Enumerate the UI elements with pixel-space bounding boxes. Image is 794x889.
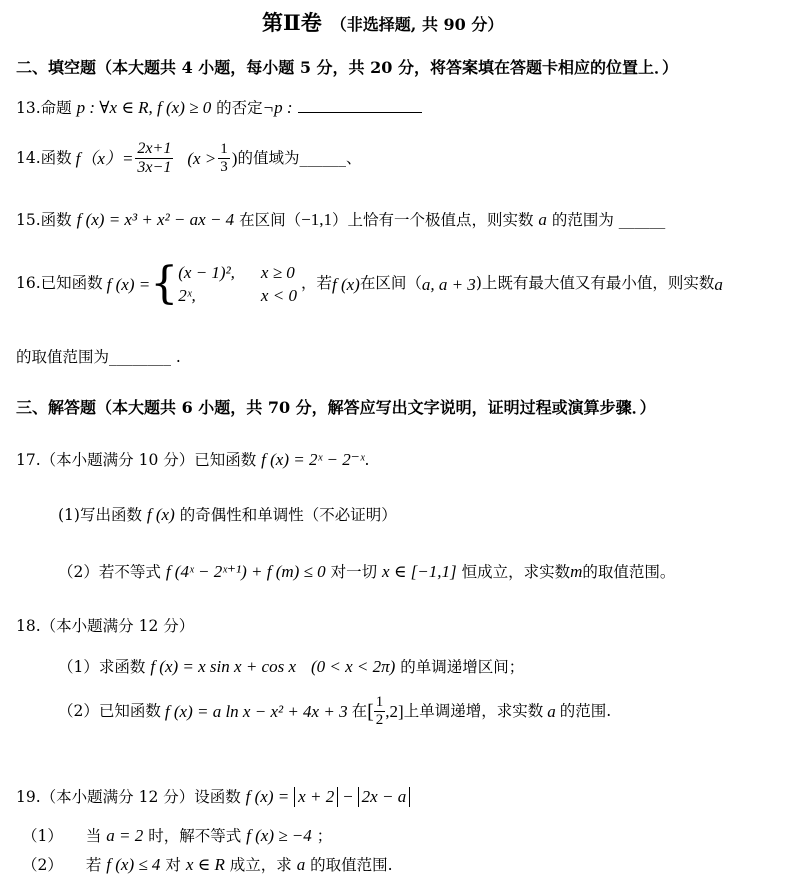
- answer-blank: [298, 98, 422, 113]
- piecewise-brace: {: [150, 258, 179, 309]
- section-heading-answer: 三、解答题（本大题共 6 小题，共 70 分，解答应写出文字说明，证明过程或演算步骤．）: [16, 398, 656, 417]
- question-16: 16. 已知函数 f (x) = { (x − 1)², x ≥ 0 2ˣ, x < 0 ，若 f (x) 在区间（ a, a + 3 )上既有最大值又有最小值，则实数 a: [16, 258, 723, 309]
- fraction: $\frac{2x+1}{3x-1}$: [137, 140, 172, 177]
- question-number: 16.: [16, 274, 41, 293]
- question-17-part-2: （2）若不等式 f (4ˣ − 2ˣ⁺¹) + f (m) ≤ 0 对一切 x ∈ [−1,1] 恒成立，求实数m的取值范围。: [58, 562, 676, 581]
- fraction: $\frac{1}{3}$: [220, 141, 228, 176]
- question-18-part-1: （1）求函数 f (x) = x sin x + cos x (0 < x < 2π) 的单调递增区间；: [58, 657, 525, 676]
- math-expression: p : ∀x ∈ R, f (x) ≥ 0: [76, 98, 212, 117]
- section-heading-fill-in: 二、填空题（本大题共 4 小题，每小题 5 分，共 20 分，将答案填在答题卡相应的位置上．）: [16, 58, 678, 77]
- math-expression: ¬p :: [262, 98, 293, 117]
- question-14: 14. 函数 f（x）= $\frac{2x+1}{3x-1}$ (x > $\frac{1}{3}$ ) 的值域为______、: [16, 140, 362, 177]
- math-expression: f (x) =: [106, 274, 151, 294]
- page-title: 第Ⅱ卷: [262, 10, 322, 35]
- question-number: 15.: [16, 211, 41, 229]
- question-number: 19.: [16, 788, 41, 806]
- question-18-part-2: （2） 已知函数 f (x) = a ln x − x² + 4x + 3 在 [ $\frac{1}{2}$ ,2] 上单调递增，求实数 a 的范围.: [58, 694, 612, 729]
- page-subtitle: （非选择题, 共 90 分）: [330, 15, 504, 34]
- fraction: $\frac{1}{2}$: [375, 694, 384, 729]
- piecewise-cases: (x − 1)², x ≥ 0 2ˣ, x < 0: [178, 263, 297, 305]
- math-expression: f (x) = x³ + x² − ax − 4: [76, 210, 235, 229]
- question-18: 18.（本小题满分 12 分）: [16, 617, 195, 635]
- question-19-part-2: （2） 若 f (x) ≤ 4 对 x ∈ R 成立，求 a 的取值范围.: [22, 855, 393, 874]
- question-number: 18.: [16, 617, 41, 635]
- question-15: 15.函数 f (x) = x³ + x² − ax − 4 在区间（−1,1）上恰有一个极值点，则实数 a 的范围为 ______: [16, 210, 666, 229]
- question-13: 13.命题 p : ∀x ∈ R, f (x) ≥ 0 的否定¬p :: [16, 98, 422, 117]
- question-19: 19.（本小题满分 12 分）设函数 f (x) = x + 2 − 2x − a: [16, 787, 410, 807]
- question-19-part-1: （1） 当 a = 2 时，解不等式 f (x) ≥ −4 ；: [22, 826, 333, 845]
- absolute-value: 2x − a: [358, 787, 411, 807]
- page-header: [262, 12, 503, 33]
- question-number: 13.: [16, 99, 41, 117]
- question-number: 17.: [16, 451, 41, 469]
- question-16-continued: 的取值范围为________ .: [16, 348, 181, 366]
- math-expression: f（x）=: [75, 149, 134, 169]
- question-number: 14.: [16, 149, 41, 168]
- math-expression: f (x) = 2ˣ − 2⁻ˣ: [261, 450, 365, 469]
- absolute-value: x + 2: [294, 787, 338, 807]
- question-17: 17.（本小题满分 10 分）已知函数 f (x) = 2ˣ − 2⁻ˣ.: [16, 450, 370, 469]
- question-17-part-1: (1)写出函数 f (x) 的奇偶性和单调性（不必证明）: [58, 505, 397, 524]
